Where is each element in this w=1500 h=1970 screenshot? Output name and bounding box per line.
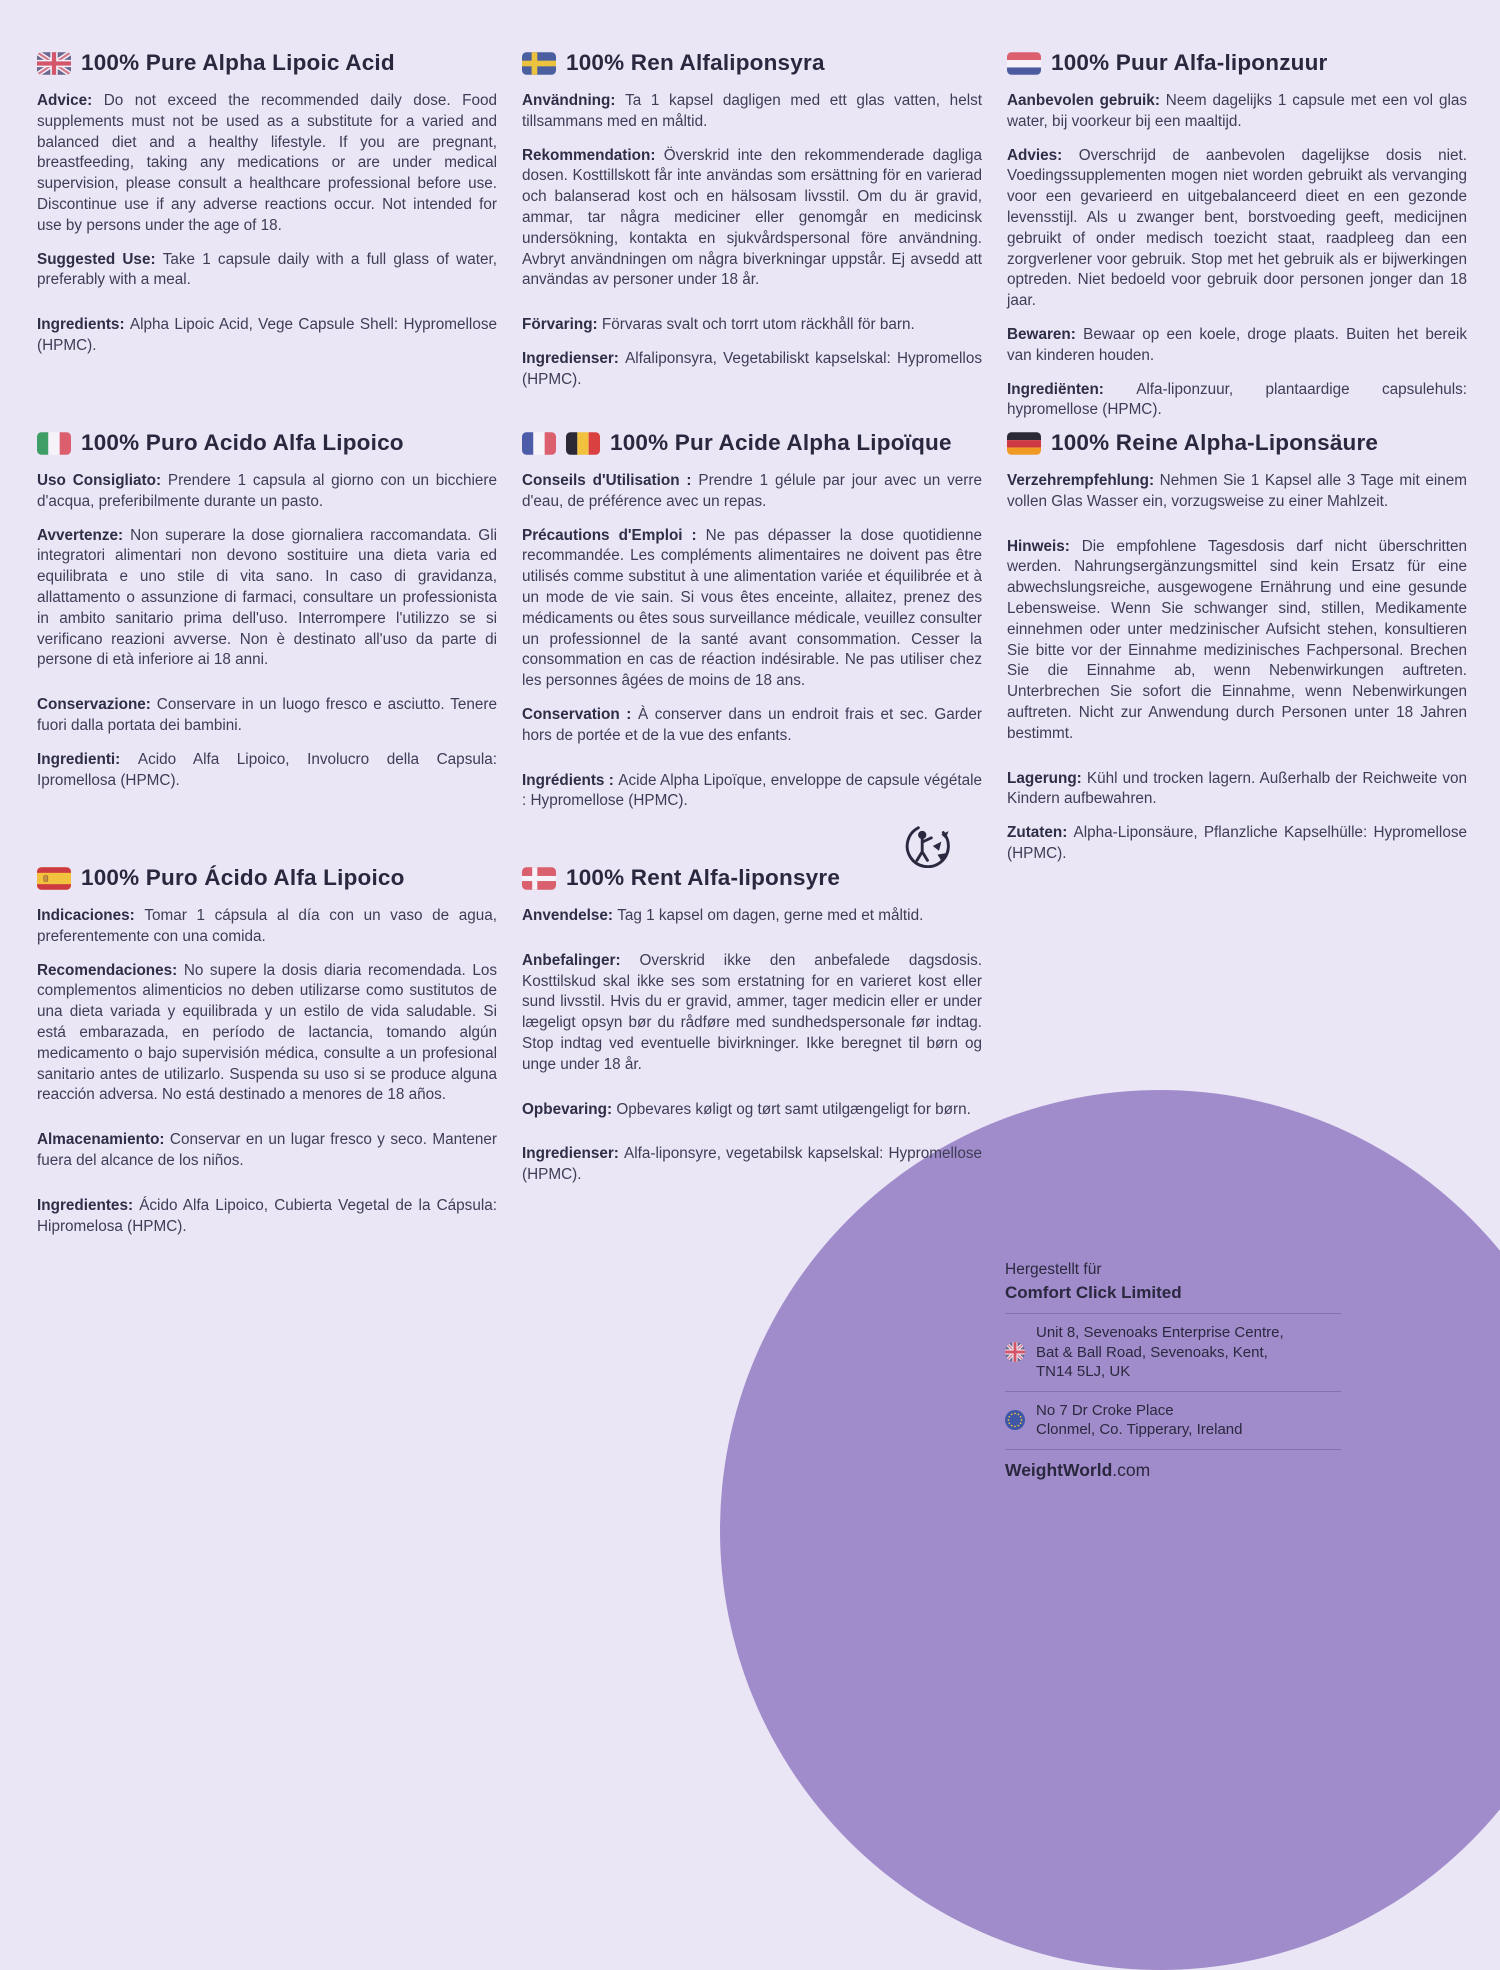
section-de: [1007, 430, 1467, 865]
address-line: No 7 Dr Croke Place: [1036, 1401, 1174, 1419]
paragraph-ingredienten: [1007, 380, 1467, 422]
paragraph-text: Prendre 1 gélule par jour avec un verre d'eau, de préférence avec un repas.: [522, 472, 982, 510]
paragraph-text: Ne pas dépasser la dose quotidienne recommandée. Les compléments alimentaires ne doivent pas être utilisés comme substitut à une alimentation variée et équilibrée et à un mode de vie sain. Si vous êtes enceinte, allaitez, prenez des médicaments ou êtes sous surveillance médicale, veuillez consulter un professionnel de la santé avant consommation. Cesser la consommation en cas de réaction indésirable. Ne pas utiliser chez les personnes âgées de moins de 18 ans.: [522, 526, 982, 690]
section-title-text: 100% Puro Acido Alfa Lipoico: [81, 430, 404, 455]
eu-round-flag-icon: [1005, 1410, 1025, 1430]
section-en: [37, 50, 497, 430]
uk-round-flag-icon: [1005, 1342, 1025, 1362]
uk-flag-icon: [37, 52, 71, 75]
paragraph-label: Suggested Use:: [37, 250, 156, 268]
triman-recycling-icon: [522, 822, 950, 868]
paragraph-ingredienti: [37, 750, 497, 792]
paragraph-opbevaring: [522, 1100, 982, 1121]
paragraph-label: Recomendaciones:: [37, 961, 178, 979]
paragraph-conservation: [522, 705, 982, 747]
paragraph-zutaten: [1007, 823, 1467, 865]
paragraph-label: Indicaciones:: [37, 907, 135, 924]
paragraph-label: Användning:: [522, 92, 616, 109]
section-title-text: 100% Reine Alpha-Liponsäure: [1051, 430, 1379, 455]
paragraph-label: Förvaring:: [522, 316, 598, 334]
belgium-flag-icon: [566, 432, 600, 455]
paragraph-label: Conservation :: [522, 705, 632, 723]
paragraph-label: Uso Consigliato:: [37, 472, 162, 489]
manufacturer-info: [1005, 1260, 1341, 1481]
paragraph-text: Conservar en un lugar fresco y seco. Mantener fuera del alcance de los niños.: [37, 1131, 497, 1169]
paragraph-anvendelse: [522, 906, 982, 927]
section-title-text: 100% Ren Alfaliponsyra: [566, 50, 825, 75]
paragraph-text: Ta 1 kapsel dagligen med ett glas vatten, helst tillsammans med en måltid.: [522, 92, 982, 130]
section-title-text: 100% Pure Alpha Lipoic Acid: [81, 50, 395, 75]
sweden-flag-icon: [522, 52, 556, 75]
paragraph-almacenamiento: [37, 1130, 497, 1172]
address-line: TN14 5LJ, UK: [1036, 1363, 1131, 1381]
paragraph-label: Verzehrempfehlung:: [1007, 472, 1155, 489]
paragraph-text: Tag 1 kapsel om dagen, gerne med et måltid.: [612, 907, 924, 924]
eu-address-row: [1005, 1401, 1341, 1440]
netherlands-flag-icon: [1007, 52, 1041, 75]
paragraph-text: Nehmen Sie 1 Kapsel alle 3 Tage mit einem vollen Glas Wasser ein, vorzugsweise zu einer Mahlzeit.: [1007, 472, 1467, 510]
paragraph-advice: [37, 91, 497, 237]
paragraph-label: Conseils d'Utilisation :: [522, 472, 692, 489]
paragraph-label: Zutaten:: [1007, 824, 1068, 842]
section-title: [522, 430, 982, 456]
paragraph-recomendaciones: [37, 961, 497, 1107]
paragraph-text: No supere la dosis diaria recomendada. Los complementos alimenticios no deben utilizarse como sustitutos de una dieta variada y equilibrada y un estilo de vida saludable. Si está embarazada, en período de lactancia, tomando algún medicamento o bajo supervisión médica, consulte a un profesional sanitario antes de utilizarlo. Suspenda su uso si se produce alguna reacción adversa. No está destinado a menores de 18 años.: [37, 961, 497, 1104]
address-line: Clonmel, Co. Tipperary, Ireland: [1036, 1421, 1243, 1439]
divider: [1005, 1313, 1341, 1314]
paragraph-text: Alpha Lipoic Acid, Vege Capsule Shell: Hypromellose (HPMC).: [37, 316, 497, 354]
paragraph-text: Neem dagelijks 1 capsule met een vol glas water, bij voorkeur bij een maaltijd.: [1007, 92, 1468, 130]
paragraph-text: Ácido Alfa Lipoico, Cubierta Vegetal de la Cápsula: Hipromelosa (HPMC).: [37, 1196, 497, 1235]
paragraph-label: Almacenamiento:: [37, 1131, 165, 1149]
eu-address: [1036, 1401, 1341, 1440]
paragraph-text: Alpha-Liponsäure, Pflanzliche Kapselhülle: Hypromellose (HPMC).: [1007, 824, 1467, 862]
address-line: Unit 8, Sevenoaks Enterprise Centre,: [1036, 1324, 1284, 1342]
paragraph-text: Conservare in un luogo fresco e asciutto. Tenere fuori dalla portata dei bambini.: [37, 696, 497, 734]
paragraph-label: Précautions d'Emploi :: [522, 526, 697, 544]
made-for-label: Hergestellt für: [1005, 1261, 1102, 1278]
section-title: [37, 865, 497, 891]
paragraph-text: Die empfohlene Tagesdosis darf nicht überschritten werden. Nahrungsergänzungsmittel sind kein Ersatz für eine abwechslungsreiche, ausgewogene Ernährung und eine gesunde Lebensweise. Wenn Sie schwanger sind, stillen, Medikamente einnehmen oder unter medzinischer Aufsicht stehen, konsultieren Sie bitte vor der Einnahme medizinisches Fachpersonal. Brechen Sie die Einnahme ab, wenn Nebenwirkungen auftreten. Unterbrechen Sie sofort die Einnahme, wenn Nebenwirkungen auftreten. Nicht zur Anwendung durch Personen unter 18 Jahren bestimmt.: [1007, 537, 1467, 742]
section-title: [1007, 50, 1467, 76]
paragraph-text: Acido Alfa Lipoico, Involucro della Capsula: Ipromellosa (HPMC).: [37, 750, 497, 789]
paragraph-text: Overskrid ikke den anbefalede dagsdosis. Kosttilskud skal ikke ses som erstatning for en varieret kost eller sund livsstil. Hvis du er gravid, ammer, tager medicin eller er under lægeligt opsyn bør du rådføre med sundhedspersonale før indtag. Stop indtag ved eventuelle bivirkninger. Ikke beregnet til børn og unge under 18 år.: [522, 951, 982, 1073]
paragraph-advies: [1007, 146, 1467, 312]
italy-flag-icon: [37, 432, 71, 455]
paragraph-conseils: [522, 471, 982, 513]
paragraph-label: Ingredients:: [37, 316, 125, 334]
paragraph-rekommendation: [522, 146, 982, 292]
paragraph-anbefalinger: [522, 951, 982, 1076]
france-flag-icon: [522, 432, 556, 455]
paragraph-text: Opbevares køligt og tørt samt utilgængeligt for børn.: [612, 1100, 971, 1118]
paragraph-label: Conservazione:: [37, 696, 151, 714]
paragraph-label: Ingredientes:: [37, 1196, 134, 1214]
paragraph-text: Non superare la dose giornaliera raccomandata. Gli integratori alimentari non devono sostituire una dieta varia ed equilibrata e uno stile di vita sano. In caso di gravidanza, allattamento o assunzione di farmaci, consultare un professionista in ambito sanitario prima dell'uso. Interrompere l'utilizzo se si verificano reazioni avverse. Non è destinato all'uso da parte di persone di età inferiore ai 18 anni.: [37, 526, 497, 669]
section-it: [37, 430, 497, 865]
paragraph-text: Alfaliponsyra, Vegetabiliskt kapselskal: Hypromellos (HPMC).: [522, 349, 982, 388]
paragraph-label: Advice:: [37, 92, 93, 109]
paragraph-lagerung: [1007, 769, 1467, 811]
divider: [1005, 1449, 1341, 1450]
paragraph-label: Ingrediënten:: [1007, 380, 1104, 398]
paragraph-ingredienser: [522, 349, 982, 391]
paragraph-hinweis: [1007, 537, 1467, 745]
paragraph-text: Alfa-liponsyre, vegetabilsk kapselskal: Hypromellose (HPMC).: [522, 1145, 982, 1184]
paragraph-text: Acide Alpha Lipoïque, enveloppe de capsule végétale : Hypromellose (HPMC).: [522, 771, 982, 810]
paragraph-label: Rekommendation:: [522, 146, 656, 164]
paragraph-aanbevolen-gebruik: [1007, 91, 1467, 133]
paragraph-label: Bewaren:: [1007, 325, 1076, 343]
paragraph-avvertenze: [37, 526, 497, 672]
paragraph-label: Ingredienser:: [522, 1145, 619, 1163]
denmark-flag-icon: [522, 867, 556, 890]
paragraph-label: Hinweis:: [1007, 537, 1070, 555]
section-title: [522, 865, 982, 891]
section-title: [37, 430, 497, 456]
paragraph-ingredienser: [522, 1144, 982, 1186]
divider: [1005, 1391, 1341, 1392]
brand-suffix-part: .com: [1112, 1459, 1151, 1480]
paragraph-label: Ingredienser:: [522, 349, 619, 367]
paragraph-text: Overschrijd de aanbevolen dagelijkse dosis niet. Voedingssupplementen mogen niet worden gebruikt als vervanging voor een gevarieerd en uitgebalanceerd dieet en een gezonde levensstijl. Als u zwanger bent, borstvoeding geeft, medicijnen gebruikt of onder medisch toezicht staat, raadpleeg dan een zorgverlener voor gebruik. Stop met het gebruik als er bijwerkingen optreden. Niet bedoeld voor gebruik door personen jonger dan 18 jaar.: [1007, 146, 1467, 310]
germany-flag-icon: [1007, 432, 1041, 455]
section-title-text: 100% Rent Alfa-liponsyre: [566, 865, 841, 890]
paragraph-label: Aanbevolen gebruik:: [1007, 92, 1160, 109]
paragraph-text: Överskrid inte den rekommenderade dagliga dosen. Kosttillskott får inte användas som ersättning för en varierad och balanserad kost och en hälsosam livsstil. Om du är gravid, ammar, tar några mediciner eller genomgår en medicinsk undersökning, kontakta en sjukvårdspersonal före användning. Avbryt användningen om några biverkningar uppstår. Ej avsedd att användas av personer under 18 år.: [522, 146, 982, 289]
uk-address-row: [1005, 1323, 1341, 1382]
section-title-text: 100% Pur Acide Alpha Lipoïque: [610, 430, 952, 455]
paragraph-label: Anbefalinger:: [522, 951, 621, 969]
section-title: [522, 50, 982, 76]
paragraph-label: Anvendelse:: [522, 907, 613, 924]
section-es: [37, 865, 497, 1237]
address-line: Bat & Ball Road, Sevenoaks, Kent,: [1036, 1343, 1268, 1361]
company-name: Comfort Click Limited: [1005, 1283, 1182, 1303]
paragraph-ingredients: [522, 771, 982, 813]
brand-bold-part: WeightWorld: [1005, 1459, 1113, 1480]
paragraph-text: Tomar 1 cápsula al día con un vaso de agua, preferentemente con una comida.: [37, 907, 497, 945]
paragraph-text: Take 1 capsule daily with a full glass of water, preferably with a meal.: [37, 250, 497, 289]
section-title: [37, 50, 497, 76]
paragraph-forvaring: [522, 315, 982, 336]
uk-address: [1036, 1323, 1341, 1382]
paragraph-label: Opbevaring:: [522, 1100, 613, 1118]
paragraph-text: Alfa-liponzuur, plantaardige capsulehuls: hypromellose (HPMC).: [1007, 380, 1467, 419]
paragraph-indicaciones: [37, 906, 497, 948]
paragraph-ingredients: [37, 315, 497, 357]
paragraph-text: Do not exceed the recommended daily dose. Food supplements must not be used as a substitute for a varied and balanced diet and a healthy lifestyle. If you are pregnant, breastfeeding, taking any medications or are under medical supervision, please consult a healthcare professional before use. Discontinue use if any adverse reactions occur. Not intended for use by persons under the age of 18.: [37, 92, 497, 234]
paragraph-text: Förvaras svalt och torrt utom räckhåll för barn.: [597, 316, 915, 334]
section-title: [1007, 430, 1467, 456]
paragraph-verzehrempfehlung: [1007, 471, 1467, 513]
paragraph-text: Prendere 1 capsula al giorno con un bicchiere d'acqua, preferibilmente durante un pasto.: [37, 472, 497, 510]
paragraph-label: Ingredienti:: [37, 750, 121, 768]
spain-flag-icon: [37, 867, 71, 890]
paragraph-anvandning: [522, 91, 982, 133]
paragraph-label: Avvertenze:: [37, 526, 124, 544]
paragraph-label: Lagerung:: [1007, 769, 1082, 787]
section-da: [522, 865, 982, 1237]
paragraph-label: Advies:: [1007, 146, 1063, 164]
section-fr: [522, 430, 982, 865]
section-title-text: 100% Puur Alfa-liponzuur: [1051, 50, 1328, 75]
brand-wordmark: [1005, 1459, 1341, 1482]
paragraph-conservazione: [37, 695, 497, 737]
section-title-text: 100% Puro Ácido Alfa Lipoico: [81, 865, 405, 890]
paragraph-text: À conserver dans un endroit frais et sec. Garder hors de portée et de la vue des enfants.: [522, 705, 982, 744]
paragraph-text: Bewaar op een koele, droge plaats. Buiten het bereik van kinderen houden.: [1007, 325, 1467, 364]
paragraph-label: Ingrédients :: [522, 771, 614, 789]
paragraph-text: Kühl und trocken lagern. Außerhalb der Reichweite von Kindern aufbewahren.: [1007, 769, 1467, 808]
section-sv: [522, 50, 982, 430]
language-sections-grid: [37, 50, 1467, 1237]
paragraph-suggested-use: [37, 250, 497, 292]
paragraph-uso-consigliato: [37, 471, 497, 513]
paragraph-bewaren: [1007, 325, 1467, 367]
paragraph-precautions: [522, 526, 982, 692]
section-nl: [1007, 50, 1467, 430]
paragraph-ingredientes: [37, 1196, 497, 1238]
